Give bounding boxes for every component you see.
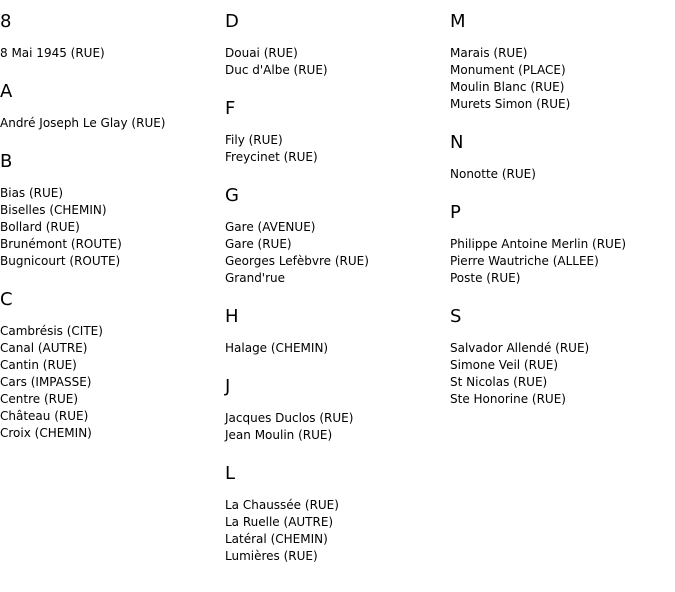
street-list-item xyxy=(0,357,225,374)
street-list xyxy=(450,340,675,408)
street-link[interactable]: Philippe Antoine Merlin (RUE) xyxy=(450,237,627,251)
letter-group xyxy=(450,133,675,183)
street-list-item xyxy=(450,96,675,113)
letter-group xyxy=(0,12,225,62)
street-list xyxy=(0,185,225,270)
street-link[interactable]: Nonotte (RUE) xyxy=(450,167,536,181)
street-list-item xyxy=(225,149,450,166)
street-link[interactable]: Marais (RUE) xyxy=(450,46,528,60)
street-list-item xyxy=(450,270,675,287)
street-list-item xyxy=(0,391,225,408)
street-list-item xyxy=(450,391,675,408)
street-list-item xyxy=(450,166,675,183)
street-link[interactable]: Lumières (RUE) xyxy=(225,549,318,563)
street-list-item xyxy=(225,253,450,270)
street-list-item xyxy=(225,236,450,253)
street-list-item xyxy=(0,115,225,132)
street-link[interactable]: Freycinet (RUE) xyxy=(225,150,318,164)
street-list-item xyxy=(0,185,225,202)
street-list-item xyxy=(450,340,675,357)
letter-group xyxy=(225,377,450,444)
street-link[interactable]: Bugnicourt (ROUTE) xyxy=(0,254,121,268)
street-list-item xyxy=(0,323,225,340)
street-link[interactable]: Gare (AVENUE) xyxy=(225,220,316,234)
street-list-item xyxy=(0,340,225,357)
street-link[interactable]: Latéral (CHEMIN) xyxy=(225,532,328,546)
street-link[interactable]: Brunémont (ROUTE) xyxy=(0,237,122,251)
street-list-item xyxy=(450,253,675,270)
letter-heading: J xyxy=(225,376,231,397)
street-list xyxy=(450,166,675,183)
street-list-item xyxy=(450,79,675,96)
street-link[interactable]: Cars (IMPASSE) xyxy=(0,375,92,389)
street-list-item xyxy=(0,408,225,425)
letter-heading: M xyxy=(450,11,466,32)
letter-heading: B xyxy=(0,151,13,172)
street-list-item xyxy=(0,236,225,253)
letter-heading: P xyxy=(450,202,461,223)
letter-heading: G xyxy=(225,185,239,206)
street-link[interactable]: Salvador Allendé (RUE) xyxy=(450,341,590,355)
street-list xyxy=(225,132,450,166)
letter-heading: S xyxy=(450,306,462,327)
letter-heading: L xyxy=(225,463,236,484)
street-link[interactable]: Poste (RUE) xyxy=(450,271,521,285)
street-link[interactable]: Croix (CHEMIN) xyxy=(0,426,92,440)
street-link[interactable]: Cambrésis (CITE) xyxy=(0,324,103,338)
letter-group xyxy=(450,307,675,408)
street-list-item xyxy=(0,374,225,391)
street-link[interactable]: Canal (AUTRE) xyxy=(0,341,88,355)
letter-group xyxy=(450,203,675,287)
street-link[interactable]: Simone Veil (RUE) xyxy=(450,358,558,372)
street-list xyxy=(225,410,450,444)
street-link[interactable]: Moulin Blanc (RUE) xyxy=(450,80,565,94)
street-list-item xyxy=(225,497,450,514)
street-link[interactable]: Monument (PLACE) xyxy=(450,63,566,77)
letter-group xyxy=(225,307,450,357)
street-link[interactable]: Biselles (CHEMIN) xyxy=(0,203,107,217)
street-list-item xyxy=(450,374,675,391)
street-link[interactable]: Bollard (RUE) xyxy=(0,220,80,234)
street-list xyxy=(450,45,675,113)
street-list-item xyxy=(450,236,675,253)
street-link[interactable]: Halage (CHEMIN) xyxy=(225,341,329,355)
street-list xyxy=(0,45,225,62)
street-link[interactable]: Centre (RUE) xyxy=(0,392,79,406)
street-list-item xyxy=(225,62,450,79)
letter-group xyxy=(225,12,450,79)
street-list xyxy=(0,323,225,442)
street-link[interactable]: Ste Honorine (RUE) xyxy=(450,392,566,406)
letter-heading: A xyxy=(0,81,13,102)
street-list xyxy=(0,115,225,132)
street-list-item xyxy=(0,425,225,442)
street-list-item xyxy=(225,340,450,357)
street-list-item xyxy=(450,62,675,79)
street-link[interactable]: Gare (RUE) xyxy=(225,237,292,251)
street-list-item xyxy=(0,202,225,219)
street-list-item xyxy=(225,132,450,149)
letter-group xyxy=(0,152,225,270)
street-list-item xyxy=(225,410,450,427)
street-link[interactable]: Duc d'Albe (RUE) xyxy=(225,63,328,77)
letter-group xyxy=(0,290,225,442)
street-list-item xyxy=(225,427,450,444)
letter-group xyxy=(0,82,225,132)
street-link[interactable]: Jean Moulin (RUE) xyxy=(225,428,333,442)
letter-heading: H xyxy=(225,306,239,327)
street-link[interactable]: 8 Mai 1945 (RUE) xyxy=(0,46,105,60)
street-list-item xyxy=(450,45,675,62)
street-list-item xyxy=(225,531,450,548)
street-list-item xyxy=(0,45,225,62)
letter-group xyxy=(225,99,450,166)
street-index-column-2 xyxy=(225,0,450,565)
street-link[interactable]: Fily (RUE) xyxy=(225,133,283,147)
street-link[interactable]: Pierre Wautriche (ALLEE) xyxy=(450,254,599,268)
street-index-column-1 xyxy=(0,0,225,442)
street-list xyxy=(225,497,450,565)
street-link[interactable]: Bias (RUE) xyxy=(0,186,64,200)
street-link[interactable]: Grand'rue xyxy=(225,271,286,285)
street-list-item xyxy=(225,548,450,565)
street-list-item xyxy=(450,357,675,374)
letter-heading: 8 xyxy=(0,11,12,32)
letter-heading: F xyxy=(225,98,236,119)
street-link[interactable]: André Joseph Le Glay (RUE) xyxy=(0,116,166,130)
street-list-item xyxy=(0,253,225,270)
letter-heading: C xyxy=(0,289,13,310)
letter-group xyxy=(450,12,675,113)
street-link[interactable]: Georges Lefèbvre (RUE) xyxy=(225,254,369,268)
street-list-item xyxy=(225,45,450,62)
street-link[interactable]: Jacques Duclos (RUE) xyxy=(225,411,354,425)
street-list xyxy=(225,340,450,357)
letter-group xyxy=(225,464,450,565)
street-link[interactable]: Douai (RUE) xyxy=(225,46,298,60)
street-list-item xyxy=(225,219,450,236)
street-list xyxy=(225,219,450,287)
street-link[interactable]: Cantin (RUE) xyxy=(0,358,77,372)
street-link[interactable]: Château (RUE) xyxy=(0,409,89,423)
street-link[interactable]: Murets Simon (RUE) xyxy=(450,97,571,111)
street-link[interactable]: La Ruelle (AUTRE) xyxy=(225,515,334,529)
letter-heading: N xyxy=(450,132,464,153)
street-link[interactable]: La Chaussée (RUE) xyxy=(225,498,339,512)
street-list xyxy=(450,236,675,287)
letter-group xyxy=(225,186,450,287)
street-list xyxy=(225,45,450,79)
street-list-item xyxy=(225,514,450,531)
street-list-item xyxy=(225,270,450,287)
street-link[interactable]: St Nicolas (RUE) xyxy=(450,375,548,389)
letter-heading: D xyxy=(225,11,239,32)
street-index-column-3 xyxy=(450,0,675,408)
street-list-item xyxy=(0,219,225,236)
